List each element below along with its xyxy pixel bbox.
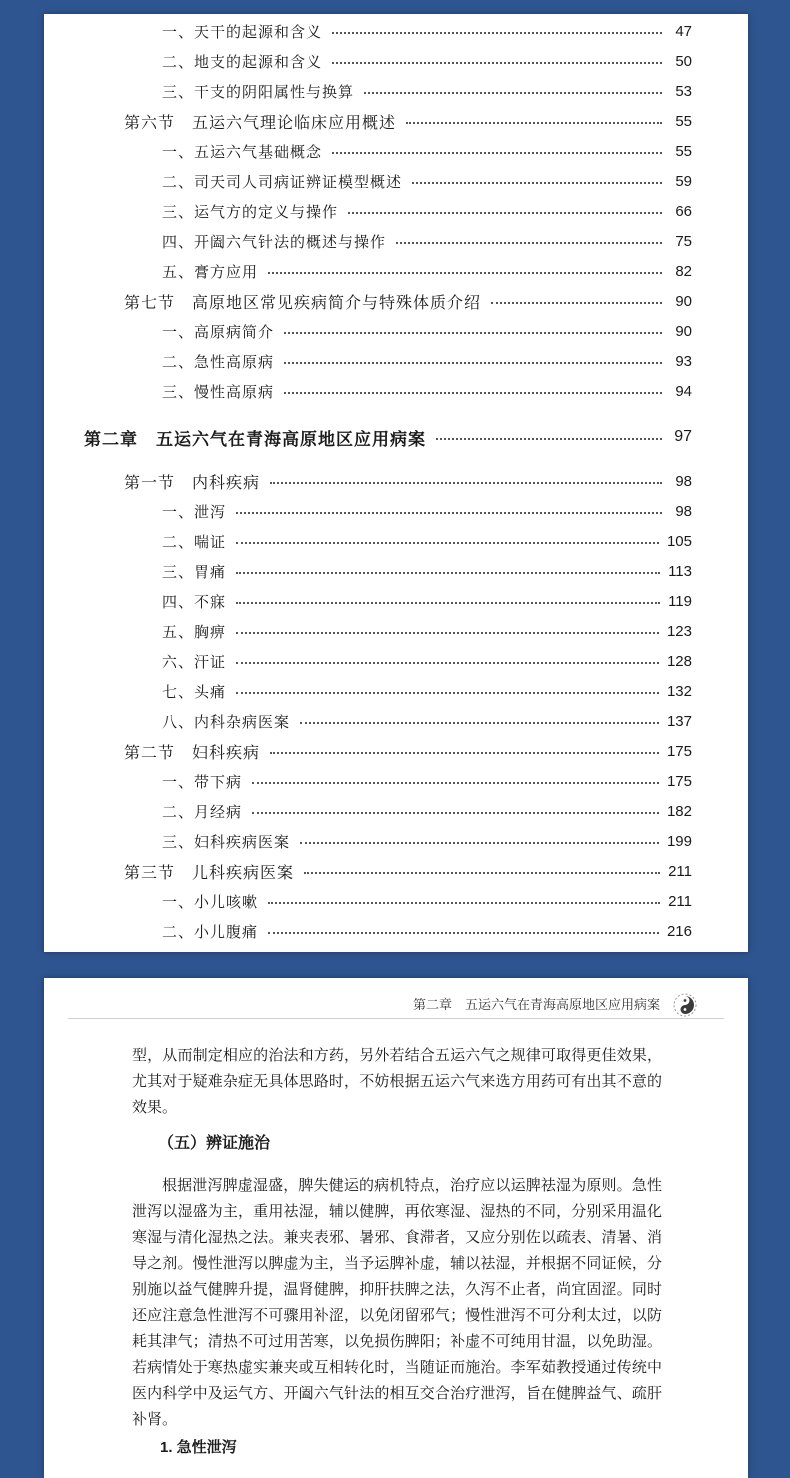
toc-leader-dots	[364, 92, 662, 94]
toc-entry-label: 三、胃痛	[162, 562, 227, 581]
toc-entry-label: 第二章 五运六气在青海高原地区应用病案	[84, 429, 426, 450]
toc-entry-label: 第三节 儿科疾病医案	[124, 862, 295, 882]
toc-leader-dots	[270, 482, 662, 484]
toc-entry-label: 六、汗证	[162, 652, 227, 671]
toc-entry-label: 二、司天司人司病证辨证模型概述	[162, 172, 403, 191]
toc-entry-label: 第七节 高原地区常见疾病简介与特殊体质介绍	[124, 292, 482, 312]
toc-entry-page-number: 123	[666, 622, 692, 640]
toc-entry[interactable]	[44, 378, 748, 404]
toc-entry-label: 一、小儿咳嗽	[162, 892, 259, 911]
toc-leader-dots	[252, 812, 659, 814]
toc-leader-dots	[236, 692, 659, 694]
toc-leader-dots	[491, 302, 662, 304]
toc-entry-page-number: 216	[666, 922, 692, 940]
toc-leader-dots	[412, 182, 662, 184]
toc-leader-dots	[236, 542, 659, 544]
toc-leader-dots	[300, 842, 659, 844]
toc-entry-label: 四、开阖六气针法的概述与操作	[162, 232, 387, 251]
toc-entry[interactable]	[44, 768, 748, 794]
toc-entry[interactable]	[44, 918, 748, 944]
toc-entry-page-number: 97	[674, 428, 692, 445]
toc-entry[interactable]	[44, 588, 748, 614]
toc-entry-page-number: 66	[675, 202, 692, 220]
toc-leader-dots	[236, 632, 659, 634]
toc-entry-page-number: 94	[675, 382, 692, 400]
toc-entry-page-number: 211	[668, 862, 692, 880]
toc-leader-dots	[236, 572, 660, 574]
toc-entry-label: 二、喘证	[162, 532, 227, 551]
toc-entry-label: 二、月经病	[162, 802, 243, 821]
toc-entry[interactable]	[44, 48, 748, 74]
toc-leader-dots	[406, 122, 662, 124]
toc-entry-page-number: 90	[675, 292, 692, 310]
toc-entry[interactable]	[44, 198, 748, 224]
toc-entry-page-number: 105	[666, 532, 692, 550]
toc-leader-dots	[348, 212, 662, 214]
toc-entry[interactable]	[44, 78, 748, 104]
toc-leader-dots	[284, 332, 662, 334]
toc-entry[interactable]	[44, 648, 748, 674]
toc-leader-dots	[236, 662, 659, 664]
toc-entry-page-number: 98	[675, 502, 692, 520]
section-subheading: （五）辨证施治	[158, 1135, 271, 1152]
body-page	[44, 978, 748, 1478]
toc-entry-label: 三、干支的阴阳属性与换算	[162, 82, 355, 101]
toc-entry[interactable]	[44, 18, 748, 44]
toc-entry[interactable]	[44, 498, 748, 524]
main-paragraph	[132, 1172, 662, 1432]
toc-leader-dots	[332, 62, 662, 64]
toc-leader-dots	[436, 438, 662, 440]
toc-entry[interactable]	[44, 108, 748, 134]
toc-entry[interactable]	[44, 558, 748, 584]
toc-entry-label: 五、胸痹	[162, 622, 227, 641]
toc-entry-label: 一、带下病	[162, 772, 243, 791]
toc-entry-page-number: 137	[666, 712, 692, 730]
intro-paragraph-text: 型，从而制定相应的治法和方药，另外若结合五运六气之规律可取得更佳效果，尤其对于疑难杂症无具体思路时，不妨根据五运六气来选方用药可有出其不意的效果。	[132, 1046, 662, 1116]
toc-entry[interactable]	[44, 678, 748, 704]
toc-entry-label: 三、运气方的定义与操作	[162, 202, 339, 221]
toc-leader-dots	[304, 872, 660, 874]
toc-entry[interactable]	[44, 318, 748, 344]
toc-entry[interactable]	[44, 528, 748, 554]
toc-entry-label: 第二节 妇科疾病	[124, 742, 261, 762]
toc-entry[interactable]	[44, 258, 748, 284]
toc-entry[interactable]	[44, 424, 748, 450]
toc-entry-page-number: 119	[668, 592, 692, 610]
toc-entry-label: 一、高原病简介	[162, 322, 275, 341]
toc-entry[interactable]	[44, 468, 748, 494]
toc-entry-page-number: 128	[666, 652, 692, 670]
toc-leader-dots	[268, 272, 662, 274]
toc-entry-label: 一、天干的起源和含义	[162, 22, 323, 41]
toc-entry-page-number: 211	[668, 892, 692, 910]
toc-entry-page-number: 53	[675, 82, 692, 100]
numbered-heading: 1. 急性泄泻	[160, 1439, 237, 1456]
toc-entry[interactable]	[44, 168, 748, 194]
toc-entry-page-number: 47	[675, 22, 692, 40]
toc-entry-label: 一、泄泻	[162, 502, 227, 521]
toc-entry-page-number: 113	[668, 562, 692, 580]
toc-entry-page-number: 93	[675, 352, 692, 370]
running-head: 第二章 五运六气在青海高原地区应用病案	[412, 997, 660, 1012]
toc-leader-dots	[252, 782, 659, 784]
toc-entry-page-number: 132	[666, 682, 692, 700]
toc-entry[interactable]	[44, 138, 748, 164]
toc-page	[44, 14, 748, 952]
intro-paragraph	[132, 1042, 662, 1120]
toc-entry-label: 三、妇科疾病医案	[162, 832, 291, 851]
toc-leader-dots	[300, 722, 659, 724]
toc-entry-page-number: 75	[675, 232, 692, 250]
toc-entry-page-number: 90	[675, 322, 692, 340]
toc-leader-dots	[332, 32, 662, 34]
toc-leader-dots	[396, 242, 662, 244]
toc-entry[interactable]	[44, 708, 748, 734]
toc-entry-page-number: 55	[675, 142, 692, 160]
toc-leader-dots	[270, 752, 659, 754]
toc-leader-dots	[332, 152, 662, 154]
toc-leader-dots	[236, 512, 662, 514]
toc-entry-page-number: 175	[666, 772, 692, 790]
toc-entry-label: 八、内科杂病医案	[162, 712, 291, 731]
toc-leader-dots	[284, 362, 662, 364]
toc-leader-dots	[268, 902, 660, 904]
toc-entry-page-number: 175	[666, 742, 692, 760]
toc-entry[interactable]	[44, 798, 748, 824]
toc-entry-page-number: 182	[666, 802, 692, 820]
toc-entry[interactable]	[44, 888, 748, 914]
header-rule	[68, 1018, 724, 1019]
toc-entry-page-number: 98	[675, 472, 692, 490]
toc-entry-page-number: 199	[666, 832, 692, 850]
toc-entry-label: 二、小儿腹痛	[162, 922, 259, 941]
toc-entry-label: 四、不寐	[162, 592, 227, 611]
toc-leader-dots	[268, 932, 659, 934]
toc-entry-label: 五、膏方应用	[162, 262, 259, 281]
toc-entry-page-number: 50	[675, 52, 692, 70]
toc-entry-label: 七、头痛	[162, 682, 227, 701]
toc-entry-page-number: 59	[675, 172, 692, 190]
toc-entry[interactable]	[44, 618, 748, 644]
toc-entry[interactable]	[44, 738, 748, 764]
toc-entry-label: 二、地支的起源和含义	[162, 52, 323, 71]
toc-entry-page-number: 82	[675, 262, 692, 280]
toc-leader-dots	[284, 392, 662, 394]
yin-yang-logo-icon	[670, 990, 700, 1020]
toc-entry[interactable]	[44, 828, 748, 854]
main-paragraph-text: 根据泄泻脾虚湿盛，脾失健运的病机特点，治疗应以运脾祛湿为原则。急性泄泻以湿盛为主，重用祛湿，辅以健脾，再依寒湿、湿热的不同，分别采用温化寒湿与清化湿热之法。兼夹表邪、暑邪、食滞者，又应分别佐以疏表、清暑、消导之剂。慢性泄泻以脾虚为主，当予运脾补虚，辅以祛湿，并根据不同证候，分别施以益气健脾升提，温肾健脾，抑肝扶脾之法，久泻不止者，尚宜固涩。同时还应注意急性泄泻不可骤用补涩，以免闭留邪气；慢性泄泻不可分利太过，以防耗其津气；清热不可过用苦寒，以免损伤脾阳；补虚不可纯用甘温，以免助湿。若病情处于寒热虚实兼夹或互相转化时，当随证而施治。李军茹教授通过传统中医内科学中及运气方、开阖六气针法的相互交合治疗泄泻，旨在健脾益气、疏肝补肾。	[132, 1176, 662, 1428]
toc-leader-dots	[236, 602, 660, 604]
toc-entry-label: 一、五运六气基础概念	[162, 142, 323, 161]
toc-entry[interactable]	[44, 228, 748, 254]
toc-entry-label: 第六节 五运六气理论临床应用概述	[124, 112, 397, 132]
toc-entry[interactable]	[44, 288, 748, 314]
toc-entry-page-number: 55	[675, 112, 692, 130]
toc-entry-label: 二、急性高原病	[162, 352, 275, 371]
toc-entry-label: 第一节 内科疾病	[124, 472, 261, 492]
toc-entry-label: 三、慢性高原病	[162, 382, 275, 401]
toc-entry[interactable]	[44, 858, 748, 884]
toc-entry[interactable]	[44, 348, 748, 374]
